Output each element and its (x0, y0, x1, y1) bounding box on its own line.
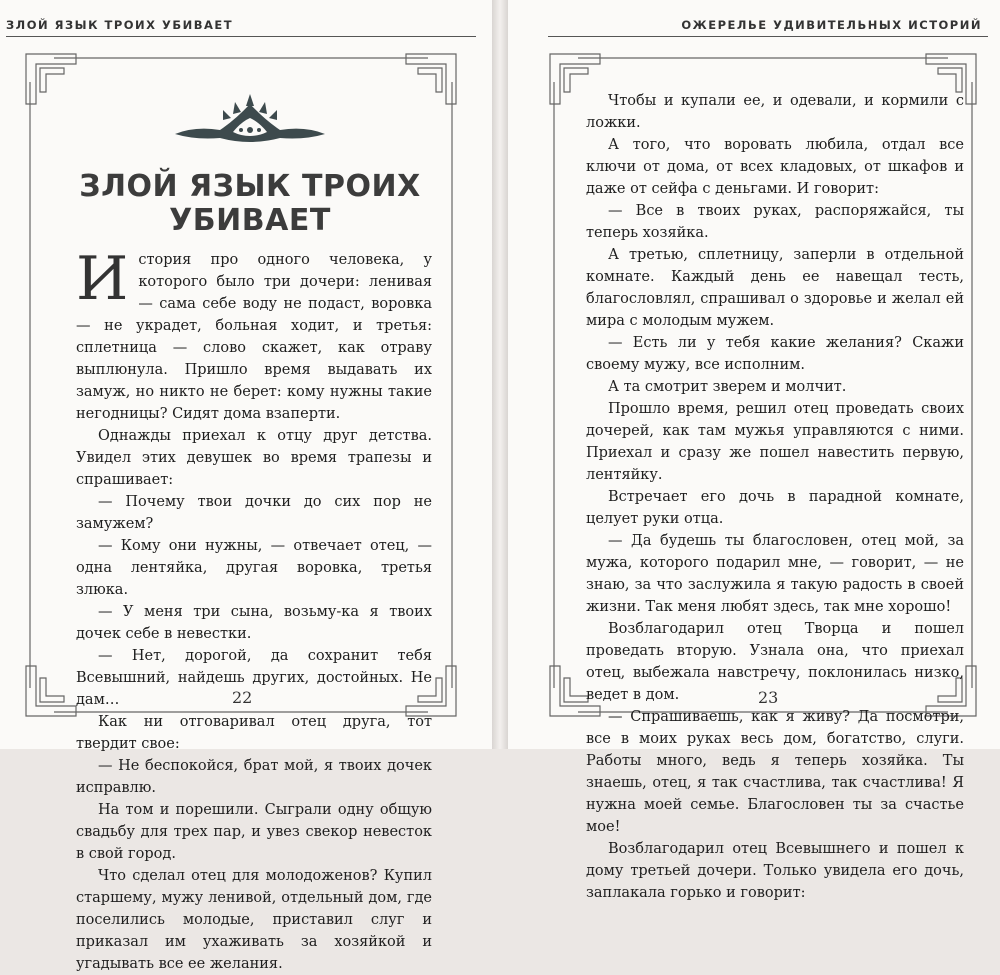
paragraph: — Спрашиваешь, как я живу? Да посмотри, все в моих руках весь дом, богатство, слуги. Работы много, ведь я теперь хозяйка. Ты знаешь, отец, я так счастлива, так счастлива! Я нужна моей семье. Благословен ты за счастье мое! (586, 709, 964, 835)
chapter-title-line-1: ЗЛОЙ ЯЗЫК ТРОИХ (79, 169, 421, 204)
running-head-right: ОЖЕРЕЛЬЕ УДИВИТЕЛЬНЫХ ИСТОРИЙ (681, 18, 982, 32)
right-body-text (586, 90, 964, 904)
page-number-left: 22 (232, 688, 253, 707)
paragraph: А та смотрит зверем и молчит. (608, 379, 847, 395)
paragraph: А третью, сплетницу, заперли в отдельной комнате. Каждый день ее навещал тесть, благословлял, спрашивал о здоровье и желал ей мира с молодым мужем. (586, 247, 964, 329)
left-page (0, 0, 492, 972)
paragraph: А того, что воровать любила, отдал все ключи от дома, от всех кладовых, от шкафов и даже от сейфа с деньгами. И говорит: (586, 137, 964, 197)
chapter-title-line-2: УБИВАЕТ (169, 203, 331, 238)
paragraph: — Нет, дорогой, да сохранит тебя Всевышний, найдешь других, достойных. Не дам… (76, 648, 432, 708)
right-page (508, 0, 1000, 901)
paragraph: Что сделал отец для молодоженов? Купил старшему, мужу ленивой, отдельный дом, где поселились молодые, приставил слуг и приказал им ухаживать за хозяйкой и угадывать все ее желания. (76, 868, 432, 972)
paragraph: — Есть ли у тебя какие желания? Скажи своему мужу, все исполним. (586, 335, 964, 373)
paragraph: — Почему твои дочки до сих пор не замужем? (76, 494, 432, 532)
paragraph: — У меня три сына, возьму-ка я твоих дочек себе в невестки. (76, 604, 432, 642)
running-head-left: ЗЛОЙ ЯЗЫК ТРОИХ УБИВАЕТ (6, 18, 234, 32)
paragraph: Возблагодарил отец Творца и пошел проведать вторую. Узнала она, что приехал отец, выбежала навстречу, поклонилась низко, ведет в дом. (586, 621, 964, 703)
paragraph: На том и порешили. Сыграли одну общую свадьбу для трех пар, и увез свекор невесток в свой город. (76, 802, 432, 862)
paragraph: Прошло время, решил отец проведать своих дочерей, как там мужья управляются с ними. Приехал и сразу же пошел навестить первую, лентяйку. (586, 401, 964, 483)
header-rule (548, 36, 988, 37)
paragraph: — Не беспокойся, брат мой, я твоих дочек исправлю. (76, 758, 432, 796)
paragraph: — Да будешь ты благословен, отец мой, за мужа, которого подарил мне, — говорит, — не знаю, за что заслужила я такую радость в своей жизни. Так меня любят здесь, так мне хорошо! (586, 533, 964, 615)
drop-cap: И (76, 244, 129, 314)
left-body-text (76, 244, 432, 975)
paragraph: Как ни отговаривал отец друга, тот твердит свое: (76, 714, 432, 752)
paragraph-text: стория про одного человека, у которого было три дочери: ленивая — сама себе воду не подаст, воровка — не украдет, больная ходит, и третья: сплетница — слово скажет, как отраву выплюнула. Пришло время выдавать их замуж, но никто не берет: кому нужны такие негодницы? Сидят дома взаперти. (76, 252, 432, 422)
paragraph: Однажды приехал к отцу друг детства. Увидел этих девушек во время трапезы и спрашивает: (76, 428, 432, 488)
paragraph: Возблагодарил отец Всевышнего и пошел к дому третьей дочери. Только увидела его дочь, заплакала горько и говорит: (586, 841, 964, 901)
paragraph: Чтобы и купали ее, и одевали, и кормили с ложки. (586, 93, 964, 131)
chapter-title (30, 170, 470, 238)
paragraph (76, 244, 432, 425)
paragraph: — Кому они нужны, — отвечает отец, — одна лентяйка, другая воровка, третья злюка. (76, 538, 432, 598)
page-number-right: 23 (758, 688, 779, 707)
paragraph: Встречает его дочь в парадной комнате, целует руки отца. (586, 489, 964, 527)
palmette-ornament-icon (175, 92, 325, 144)
header-rule (6, 36, 476, 37)
book-gutter (492, 0, 508, 749)
paragraph: — Все в твоих руках, распоряжайся, ты теперь хозяйка. (586, 203, 964, 241)
